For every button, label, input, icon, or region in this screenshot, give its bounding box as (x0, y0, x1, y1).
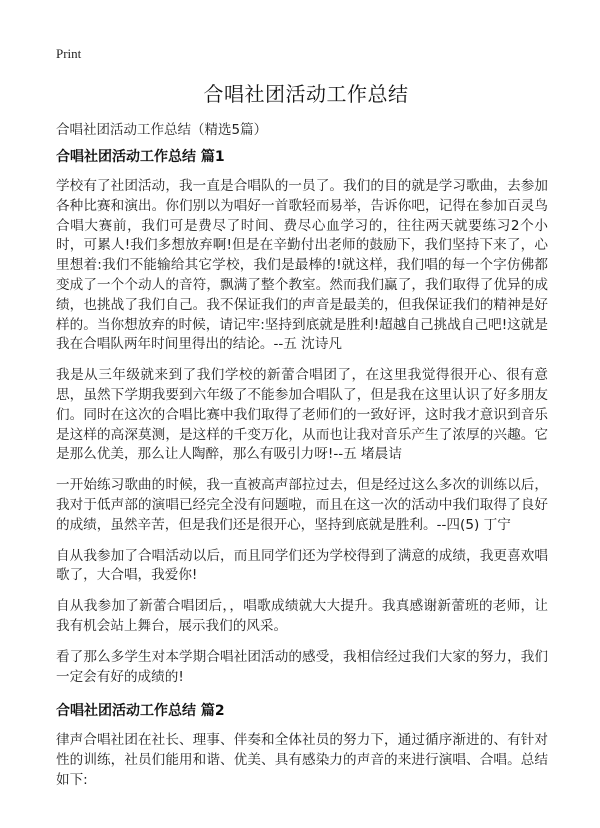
section-heading: 合唱社团活动工作总结 篇2 (56, 703, 225, 720)
document-content (56, 147, 548, 802)
document-title: 合唱社团活动工作总结 (203, 82, 409, 106)
paragraph: 自从我参加了合唱活动以后，而且同学们还为学校得到了满意的成绩，我更喜欢唱歌了，大合唱，我爱你! (56, 547, 548, 584)
paragraph: 学校有了社团活动，我一直是合唱队的一员了。我们的目的就是学习歌曲，去参加各种比赛和演出。你们别以为唱好一首歌轻而易举，告诉你吧，记得在参加百灵鸟合唱大赛前，我们可是费尽了时间、费尽心血学习的，往往两天就要练习2个小时，可累人!我们多想放弃啊!但是在辛勤付出老师的鼓励下，我们坚持下来了，心里想着:我们不能输给其它学校，我们是最棒的!就这样，我们唱的每一个字仿佛都变成了一个个动人的音符，飘满了整个教室。然而我们赢了，我们取得了优异的成绩，也挑战了我们自己。我不保证我们的声音是最美的，但我保证我们的精神是好样的。当你想放弃的时候，请记牢:坚持到底就是胜利!超越自己挑战自己吧!这就是我在合唱队两年时间里得出的结论。--五 沈诗凡 (56, 178, 548, 353)
paragraph: 看了那么多学生对本学期合唱社团活动的感受，我相信经过我们大家的努力，我们一定会有好的成绩的! (56, 648, 548, 685)
print-label: Print (56, 46, 82, 61)
section-heading: 合唱社团活动工作总结 篇1 (56, 149, 225, 165)
section-2 (56, 701, 548, 790)
paragraph: 律声合唱社团在社长、理事、伴奏和全体社员的努力下，通过循序渐进的、有针对性的训练，社员们能用和谐、优美、具有感染力的声音的来进行演唱、合唱。总结如下: (56, 732, 548, 788)
section-1 (56, 147, 548, 687)
paragraph: 自从我参加了新蕾合唱团后，，唱歌成绩就大大提升。我真感谢新蕾班的老师，让我有机会站上舞台，展示我们的风采。 (56, 598, 548, 634)
paragraph: 一开始练习歌曲的时候，我一直被高声部拉过去，但是经过这么多次的训练以后，我对于低声部的演唱已经完全没有问题啦，而且在这一次的活动中我们取得了良好的成绩，虽然辛苦，但是我们还是很开心，坚持到底就是胜利。--四(5) 丁宁 (56, 477, 548, 533)
document-subtitle: 合唱社团活动工作总结（精选5篇） (56, 122, 268, 138)
paragraph: 我是从三年级就来到了我们学校的新蕾合唱团了，在这里我觉得很开心、很有意思，虽然下学期我要到六年级了不能参加合唱队了，但是我在这里认识了好多朋友们。同时在这次的合唱比赛中我们取得了老师们的一致好评，这时我才意识到音乐是这样的高深莫测，是这样的千变万化，从而也让我对音乐产生了浓厚的兴趣。它是那么优美，那么让人陶醉，那么有吸引力呀!--五 堵晨诘 (56, 367, 548, 463)
